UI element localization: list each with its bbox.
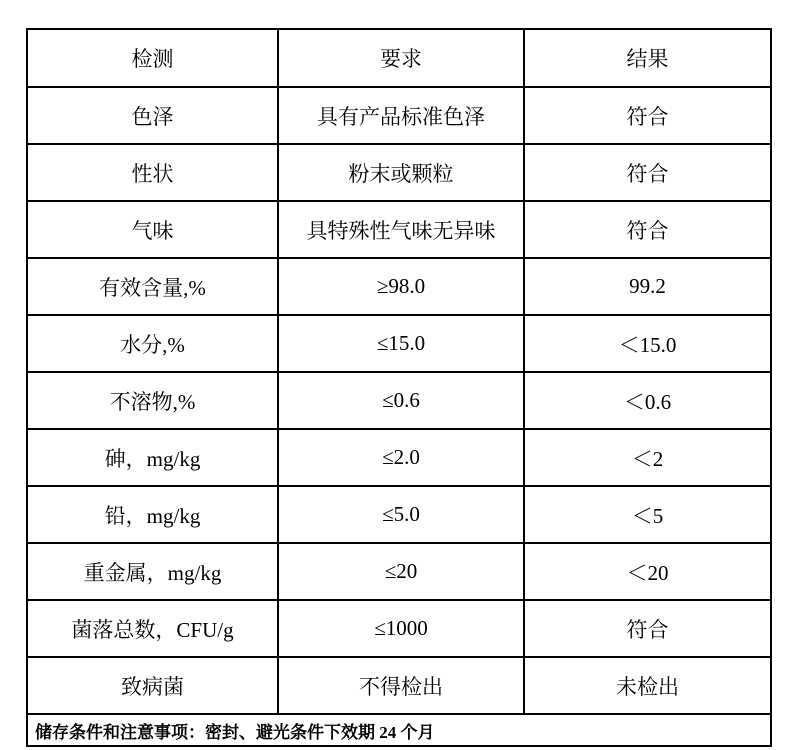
table-row	[27, 372, 771, 429]
table-row	[27, 144, 771, 201]
result-cell: ＜0.6	[524, 372, 771, 429]
table-row	[27, 258, 771, 315]
requirement-cell: ≤2.0	[278, 429, 524, 486]
requirement-cell: ≤20	[278, 543, 524, 600]
requirement-cell: 具特殊性气味无异味	[278, 201, 524, 258]
column-header-result: 结果	[524, 29, 771, 87]
test-item-cell: 不溶物,%	[27, 372, 278, 429]
table-row	[27, 543, 771, 600]
test-item-cell: 色泽	[27, 87, 278, 144]
result-cell: 符合	[524, 201, 771, 258]
storage-note: 储存条件和注意事项：密封、避光条件下效期 24 个月	[27, 714, 771, 746]
result-cell: 99.2	[524, 258, 771, 315]
requirement-cell: 不得检出	[278, 657, 524, 714]
table-row	[27, 600, 771, 657]
requirement-cell: ≤1000	[278, 600, 524, 657]
test-item-cell: 水分,%	[27, 315, 278, 372]
test-item-cell: 有效含量,%	[27, 258, 278, 315]
test-item-cell: 铅，mg/kg	[27, 486, 278, 543]
test-item-cell: 菌落总数，CFU/g	[27, 600, 278, 657]
result-cell: 符合	[524, 87, 771, 144]
requirement-cell: ≤0.6	[278, 372, 524, 429]
table-row	[27, 87, 771, 144]
requirement-cell: ≥98.0	[278, 258, 524, 315]
result-cell: ＜15.0	[524, 315, 771, 372]
table-row	[27, 486, 771, 543]
requirement-cell: ≤5.0	[278, 486, 524, 543]
table-header-row	[27, 29, 771, 87]
table-footer-row	[27, 714, 771, 746]
result-cell: 符合	[524, 144, 771, 201]
requirement-cell: 粉末或颗粒	[278, 144, 524, 201]
test-item-cell: 重金属，mg/kg	[27, 543, 278, 600]
table-row	[27, 315, 771, 372]
column-header-test: 检测	[27, 29, 278, 87]
test-item-cell: 砷，mg/kg	[27, 429, 278, 486]
result-cell: ＜2	[524, 429, 771, 486]
requirement-cell: ≤15.0	[278, 315, 524, 372]
test-item-cell: 性状	[27, 144, 278, 201]
result-cell: ＜20	[524, 543, 771, 600]
inspection-table	[26, 28, 772, 747]
test-item-cell: 气味	[27, 201, 278, 258]
test-item-cell: 致病菌	[27, 657, 278, 714]
table-row	[27, 429, 771, 486]
column-header-requirement: 要求	[278, 29, 524, 87]
result-cell: 未检出	[524, 657, 771, 714]
table-row	[27, 657, 771, 714]
result-cell: 符合	[524, 600, 771, 657]
result-cell: ＜5	[524, 486, 771, 543]
requirement-cell: 具有产品标准色泽	[278, 87, 524, 144]
table-row	[27, 201, 771, 258]
